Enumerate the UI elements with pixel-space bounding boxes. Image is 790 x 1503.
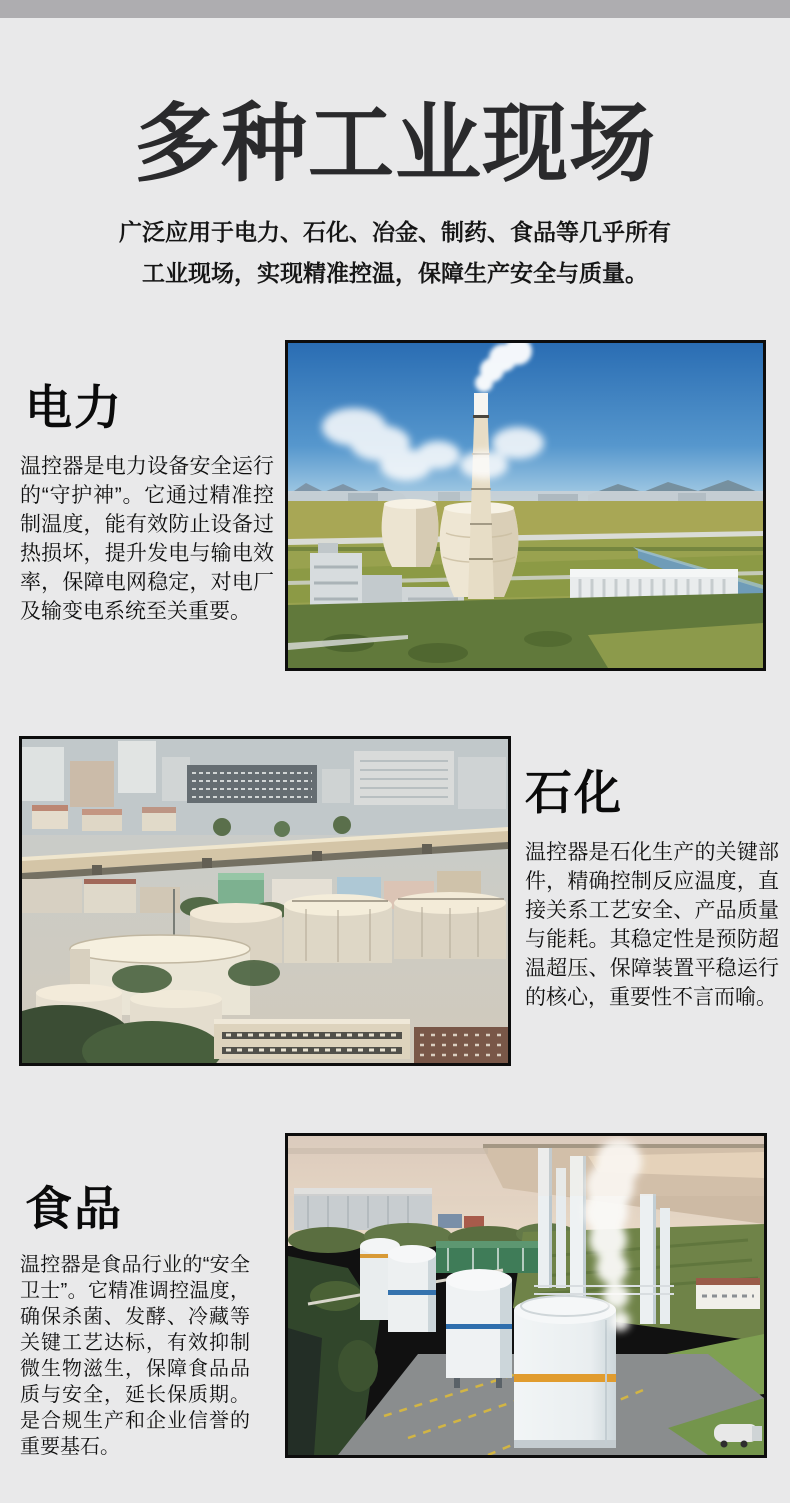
section-power-heading: 电力 (25, 381, 123, 434)
power-plant-photo-art (288, 343, 763, 668)
subtitle-line-1: 广泛应用于电力、石化、冶金、制药、食品等几乎所有 (119, 219, 671, 245)
power-plant-photo (285, 340, 766, 671)
section-food-paragraph: 温控器是食品行业的“安全卫士”。它精准调控温度，确保杀菌、发酵、冷藏等关键工艺达标，有效抑制微生物滋生，保障食品品质与安全，延长保质期。是合规生产和企业信誉的重要基石。 (20, 1254, 250, 1458)
section-petrochemical-paragraph: 温控器是石化生产的关键部件，精确控制反应温度，直接关系工艺安全、产品质量与能耗。其稳定性是预防超温超压、保障装置平稳运行的核心，重要性不言而喻。 (525, 841, 779, 1009)
top-bar (0, 0, 790, 18)
food-plant-photo-art (288, 1136, 764, 1455)
petrochemical-tanks-photo (19, 736, 511, 1066)
section-power-paragraph: 温控器是电力设备安全运行的“守护神”。它通过精准控制温度，能有效防止设备过热损坏，提升发电与输电效率，保障电网稳定，对电厂及输变电系统至关重要。 (20, 455, 274, 623)
petrochemical-photo-art (22, 739, 508, 1063)
page-subtitle (0, 212, 790, 294)
section-food-heading: 食品 (25, 1182, 123, 1235)
page-title: 多种工业现场 (134, 96, 656, 192)
food-plant-photo (285, 1133, 767, 1458)
subtitle-line-2: 工业现场，实现精准控温，保障生产安全与质量。 (142, 260, 648, 286)
section-petrochemical-heading: 石化 (525, 766, 623, 819)
